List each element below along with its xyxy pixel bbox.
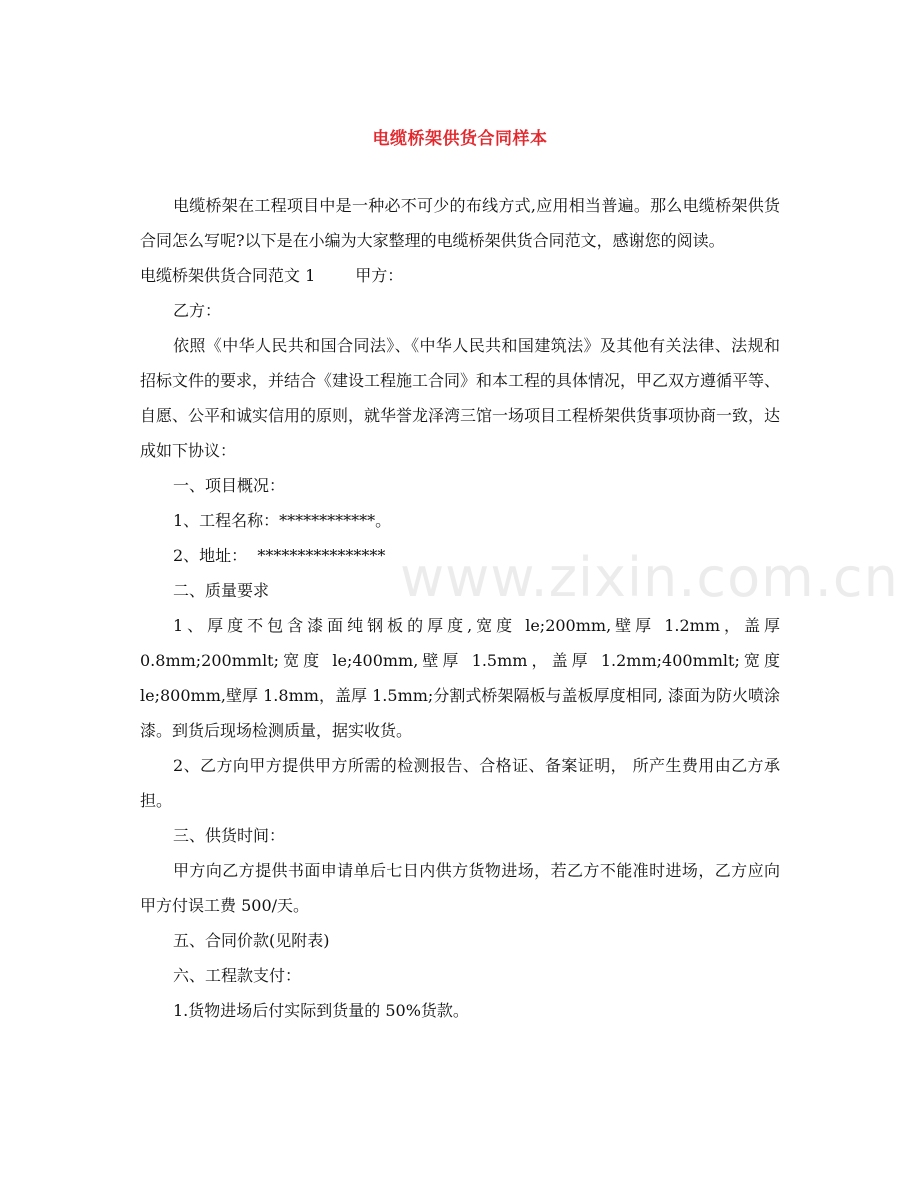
watermark: www.zixin.com.cn [400,546,899,609]
sample-heading-line [140,258,780,293]
section-1-item-2: 2、地址： **************** [173,546,386,565]
party-a-label: 甲方： [355,266,404,285]
preamble-paragraph: 依照《中华人民共和国合同法》、《中华人民共和国建筑法》及其他有关法律、法规和招标文件的要求，并结合《建设工程施工合同》和本工程的具体情况，甲乙双方遵循平等、自愿、公平和诚实信用的原则，就华誉龙泽湾三馆一场项目工程桥架供货事项协商一致，达成如下协议： [140,336,781,460]
party-b-label: 乙方： [173,301,222,320]
section-1-title: 一、项目概况： [173,476,286,495]
document-body [140,188,780,1028]
section-3-body: 甲方向乙方提供书面申请单后七日内供方货物进场，若乙方不能准时进场，乙方应向甲方付误工费 500/天。 [140,861,780,915]
section-3-title: 三、供货时间： [173,826,286,845]
section-6-title: 六、工程款支付： [173,966,302,985]
intro-paragraph: 电缆桥架在工程项目中是一种必不可少的布线方式,应用相当普遍。那么电缆桥架供货合同怎么写呢?以下是在小编为大家整理的电缆桥架供货合同范文，感谢您的阅读。 [140,196,780,250]
section-5-title: 五、合同价款(见附表) [173,931,330,950]
section-2-item-1: 1、厚度不包含漆面纯钢板的厚度,宽度 le;200mm,壁厚 1.2mm，盖厚 0.8mm;200mmlt;宽度 le;400mm,壁厚 1.5mm，盖厚 1.2mm;400mmlt;宽度 le;800mm,壁厚 1.8mm，盖厚 1.5mm;分割式桥架隔板与盖板厚度相同, 漆面为防火喷涂漆。到货后现场检测质量，据实收货。 [140,616,780,740]
document-title: 电缆桥架供货合同样本 [372,129,548,149]
section-1-item-1: 1、工程名称：************。 [173,511,392,530]
section-2-title: 二、质量要求 [173,581,270,600]
section-2-item-2: 2、乙方向甲方提供甲方所需的检测报告、合格证、备案证明， 所产生费用由乙方承担。 [140,756,780,810]
sample-heading: 电缆桥架供货合同范文 1 [140,266,316,285]
section-6-item-1: 1.货物进场后付实际到货量的 50%货款。 [173,1001,469,1020]
